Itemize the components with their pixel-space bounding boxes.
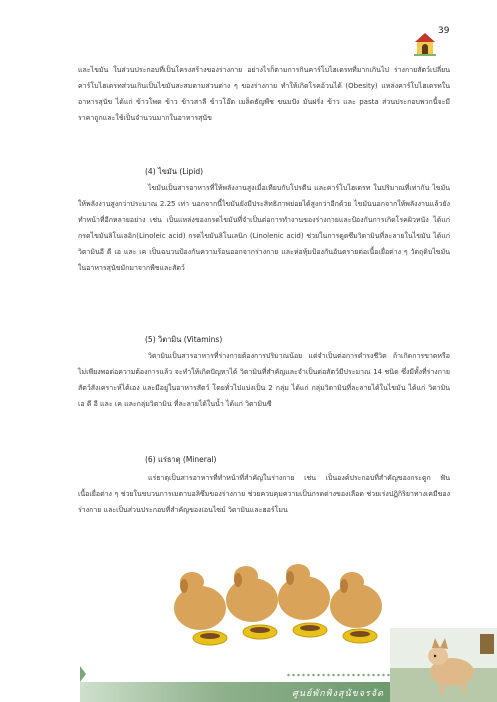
section-heading-mineral: (6) แร่ธาตุ (Mineral) xyxy=(145,455,217,464)
vitamins-paragraph: วิตามินเป็นสารอาหารที่ร่างกายต้องการปริมาณน้อย แต่จำเป็นต่อการดำรงชีวิต ถ้าเกิดการขาดหรือไม่เพียงพอต่อความต้องการแล้ว จะทำให้เกิดปัญหาได้ วิตามินที่สำคัญและจำเป็นต่อสัตว์มีประมาณ 14 ชนิด ซึ่งมีทั้งที่ร่างกายสัตว์สังเคราะห์ได้เอง และมีอยู่ในอาหารสัตว์ โดยทั่วไปแบ่งเป็น 2 กลุ่ม ได้แก่ กลุ่มวิตามินที่ละลายได้ในไขมัน ได้แก่ วิตามินเอ ดี อี และ เค และกลุ่มวิตามิน ที่ละลายได้ในน้ำ ได้แก่ วิตามินซี xyxy=(78,352,450,408)
footer-title: ศูนย์พักพิงสุนัขจรจัด xyxy=(292,689,384,699)
section-heading-vitamins: (5) วิตามิน (Vitamins) xyxy=(145,335,223,344)
doghouse-icon xyxy=(414,32,436,56)
footer-triangle xyxy=(80,666,86,682)
section-heading-lipid: (4) ไขมัน (Lipid) xyxy=(145,167,204,176)
footer-dots xyxy=(286,673,396,677)
puppies-eating-image xyxy=(170,560,386,660)
body-text-block xyxy=(78,62,450,126)
lipid-section xyxy=(78,180,450,276)
vitamins-section xyxy=(78,348,450,412)
mineral-paragraph: แร่ธาตุเป็นสารอาหารที่ทำหน้าที่สำคัญในร่างกาย เช่น เป็นองค์ประกอบที่สำคัญของกระดูก ฟัน เนื้อเยื่อต่าง ๆ ช่วยในขบวนการเมตาบอลิซึมของร่างกาย ช่วยควบคุมความเป็นกรดด่างของเลือด ช่วยเร่งปฏิกิริยาทางเคมีของร่างกาย และเป็นส่วนประกอบที่สำคัญของเอนไซม์ วิตามินและฮอร์โมน xyxy=(78,474,450,514)
dog-photo-image xyxy=(390,628,497,702)
lipid-paragraph: ไขมันเป็นสารอาหารที่ให้พลังงานสูงเมื่อเทียบกับโปรตีน และคาร์โบไฮเดรท ในปริมาณที่เท่ากัน ไขมันให้พลังงานสูงกว่าประมาณ 2.25 เท่า นอกจากนี้ไขมันยังมีประสิทธิภาพย่อยได้สูงกว่าอีกด้วย ไขมันนอกจากให้พลังงานแล้วยังทำหน้าที่อีกหลายอย่าง เช่น เป็นแหล่งของกรดไขมันที่จำเป็นต่อการทำงานของร่างกายและป้องกันการเกิดโรคผิวหนัง ได้แก่ กรดไขมันลิโนเลอิก(Linoleic acid) กรดไขมันลิโนเลนิก (Linolenic acid) ช่วยในการดูดซึมวิตามินที่ละลายในไขมัน ได้แก่ วิตามินอี ดี เอ และ เค เป็นฉนวนป้องกันความร้อนออกจากร่างกาย และห่อหุ้มป้องกันอันตรายต่อเนื้อเยื่อต่าง ๆ วัตถุดิบไขมันในอาหารสุนัขมักมาจากพืชและสัตว์ xyxy=(78,184,450,272)
mineral-section xyxy=(78,470,450,518)
page-number: 39 xyxy=(438,26,450,36)
carbohydrate-paragraph: และไขมัน ในส่วนประกอบที่เป็นโครงสร้างของร่างกาย อย่างไรก็ตามการกินคาร์โบไฮเดรทที่มากเกินไป ร่างกายสัตว์เปลี่ยนคาร์โบไฮเดรทส่วนเกินเป็นไขมันสะสมตามส่วนต่าง ๆ ของร่างกาย ทำให้เกิดโรคอ้วนได้ (Obesity) แหล่งคาร์โบไฮเดรทในอาหารสุนัข ได้แก่ ข้าวโพด ข้าว ข้าวสาลี ข้าวโอ๊ต เมล็ดธัญพืช ขนมปัง มันฝรั่ง ข้าว และ pasta ส่วนประกอบพวกนี้จะมีราคาถูกและใช้เป็นจำนวนมากในอาหารสุนัข xyxy=(78,66,450,122)
